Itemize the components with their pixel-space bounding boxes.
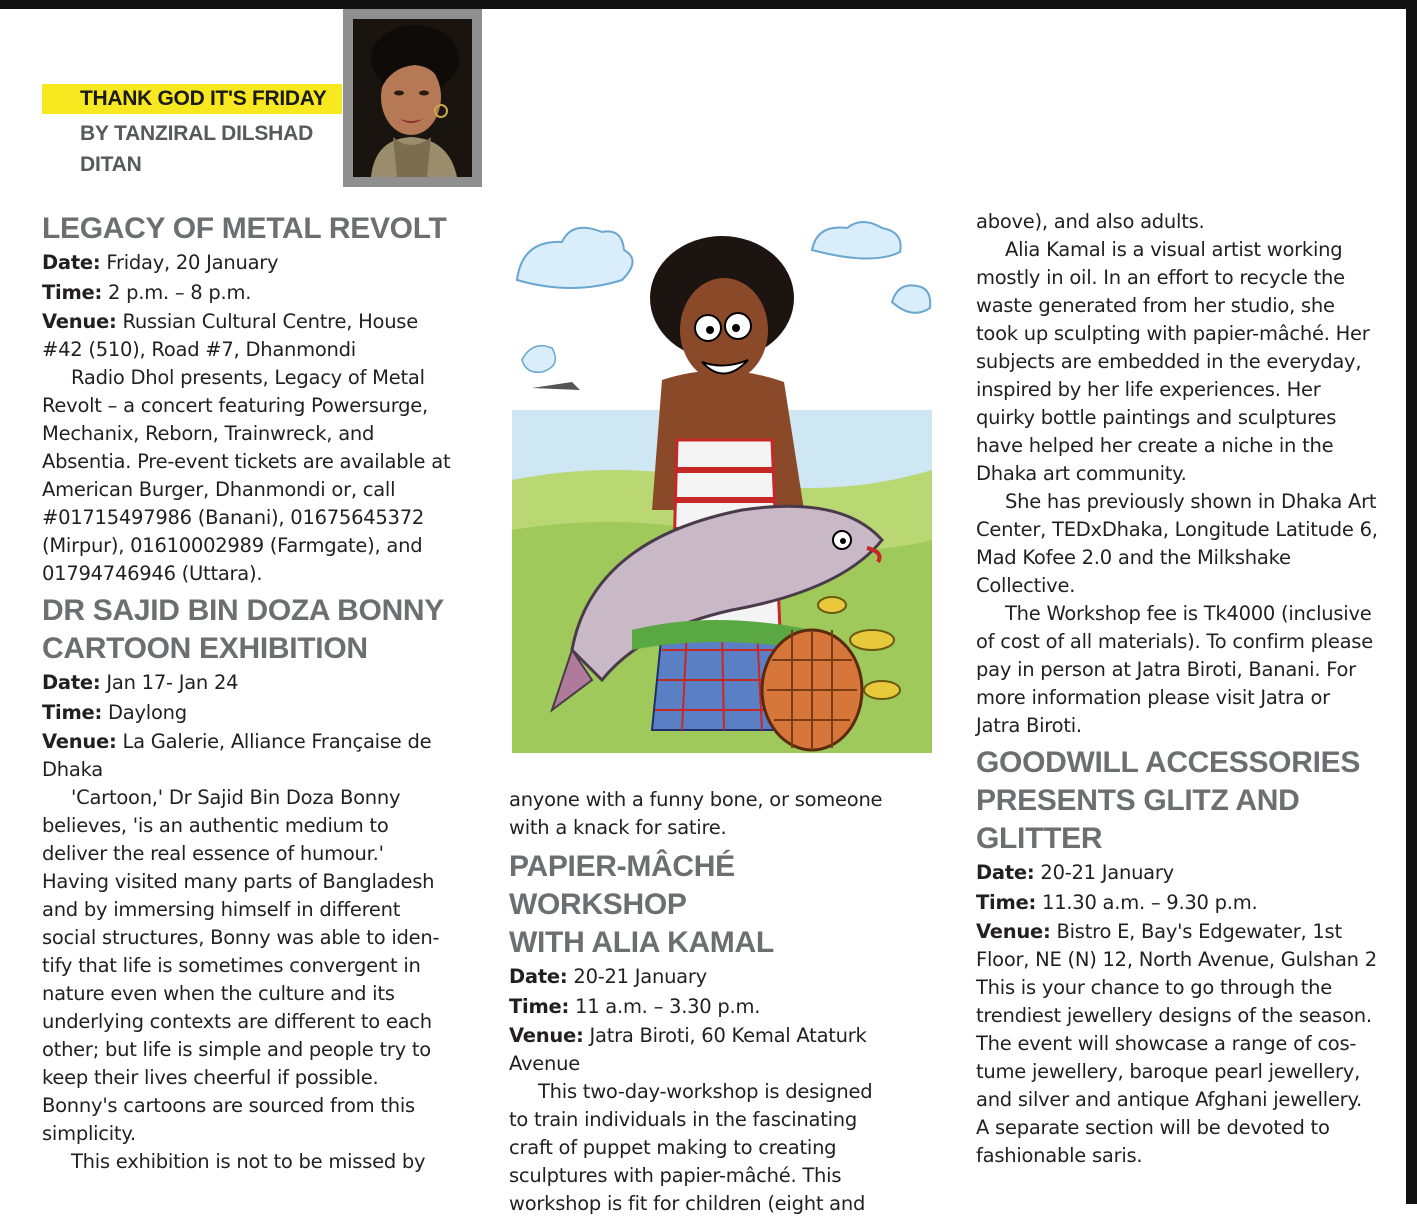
- event-date: Date: Friday, 20 January: [42, 251, 279, 274]
- event-date: Date: 20-21 January: [976, 861, 1174, 884]
- event-title: DR SAJID BIN DOZA BONNY CARTOON EXHIBITION: [42, 594, 445, 665]
- event-body: This two-day-workshop is designed to train individuals in the fascinating craft of puppet making to creating sculptures with papier-mâché. This workshop is fit for children (eight and: [509, 1080, 873, 1215]
- column-3: [976, 208, 1401, 1170]
- event-venue: Venue: La Galerie, Alliance Française de Dhaka: [42, 730, 432, 781]
- event-title: GOODWILL ACCESSORIES PRESENTS GLITZ AND GLITTER: [976, 746, 1361, 855]
- byline-line: BY TANZIRAL DILSHAD: [80, 122, 314, 145]
- author-portrait-image: [353, 19, 472, 177]
- event-body: This is your chance to go through the trendiest jewellery designs of the season. The event will showcase a range of cos- tume jewellery, baroque pearl jewellery, and silver and antique Afghani jewellery. A separate section will be devoted to fashionable saris.: [976, 976, 1372, 1167]
- kicker-text: THANK GOD IT'S FRIDAY: [80, 87, 327, 110]
- byline-line: DITAN: [80, 153, 142, 176]
- event-time: Time: 11.30 a.m. – 9.30 p.m.: [976, 891, 1258, 914]
- event-date: Date: Jan 17- Jan 24: [42, 671, 239, 694]
- event-time: Time: Daylong: [42, 701, 187, 724]
- event-venue: Venue: Russian Cultural Centre, House #42 (510), Road #7, Dhanmondi: [42, 310, 418, 361]
- column-2: [509, 786, 919, 1218]
- byline: [80, 118, 314, 180]
- cartoon-illustration: [512, 210, 932, 753]
- event-body: Radio Dhol presents, Legacy of Metal Revolt – a concert featuring Powersurge, Mechanix, Reborn, Trainwreck, and Absentia. Pre-event tickets are available at American Burger, Dhanmondi or, call #01715497986 (Banani), 01675645372 (Mirpur), 01610002989 (Farmgate), and 01794746946 (Uttara).: [42, 366, 451, 585]
- event-title: LEGACY OF METAL REVOLT: [42, 212, 447, 245]
- author-photo: [343, 9, 482, 187]
- event-venue: Venue: Jatra Biroti, 60 Kemal Ataturk Avenue: [509, 1024, 867, 1075]
- event-time: Time: 11 a.m. – 3.30 p.m.: [509, 995, 761, 1018]
- event-time: Time: 2 p.m. – 8 p.m.: [42, 281, 252, 304]
- column-1: [42, 210, 477, 1176]
- column-kicker: [42, 84, 342, 114]
- event-body: 'Cartoon,' Dr Sajid Bin Doza Bonny believes, 'is an authentic medium to deliver the real essence of humour.' Having visited many parts of Bangladesh and by immersing himself in different social structures, Bonny was able to iden- tify that life is sometimes convergent in nature even when the culture and its underlying contexts are different to each other; but life is simple and people try to keep their lives cheerful if possible. Bonny's cartoons are sourced from this simplicity. This exhibition is not to be missed by: [42, 786, 440, 1173]
- fisherman-cartoon-image: [512, 210, 932, 753]
- event-venue: Venue: Bistro E, Bay's Edgewater, 1st Floor, NE (N) 12, North Avenue, Gulshan 2: [976, 920, 1377, 971]
- event-body-continued: anyone with a funny bone, or someone with a knack for satire.: [509, 788, 883, 839]
- event-title: PAPIER-MÂCHÉ WORKSHOP WITH ALIA KAMAL: [509, 850, 774, 959]
- top-border: [0, 0, 1417, 9]
- event-date: Date: 20-21 January: [509, 965, 707, 988]
- right-border: [1406, 0, 1417, 1204]
- event-body-continued: above), and also adults. Alia Kamal is a visual artist working mostly in oil. In an effort to recycle the waste generated from her studio, she took up sculpting with papier-mâché. Her subjects are embedded in the everyday, inspired by her life experiences. Her quirky bottle paintings and sculptures have helped her create a niche in the Dhaka art community. She has previously shown in Dhaka Art Center, TEDxDhaka, Longitude Latitude 6, Mad Kofee 2.0 and the Milkshake Collective. The Workshop fee is Tk4000 (inclusive of cost of all materials). To confirm please pay in person at Jatra Biroti, Banani. For more information please visit Jatra or Jatra Biroti.: [976, 210, 1378, 737]
